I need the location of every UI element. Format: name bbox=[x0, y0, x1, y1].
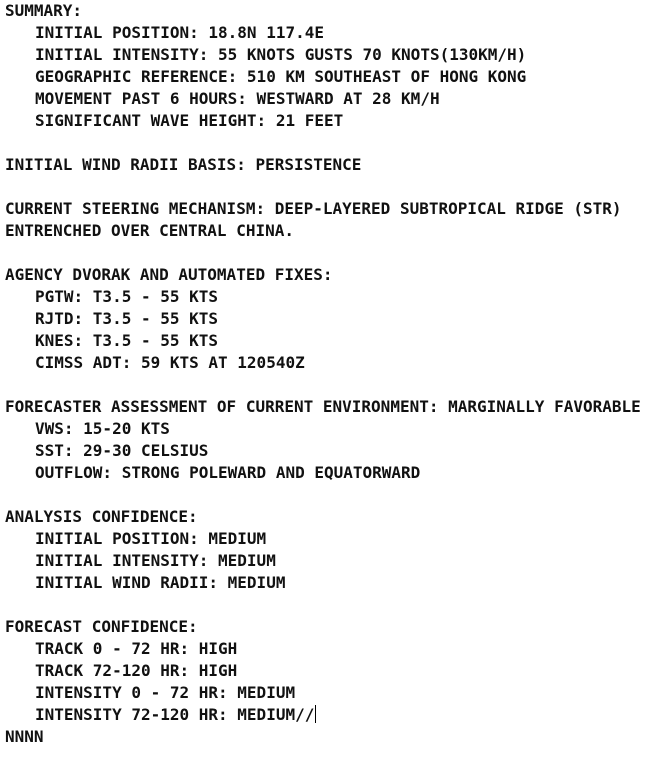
text-cursor bbox=[315, 705, 316, 723]
steering-line-2: ENTRENCHED OVER CENTRAL CHINA. bbox=[5, 221, 294, 240]
forecast-confidence-intensity-72-120[interactable]: INTENSITY 72-120 HR: MEDIUM// bbox=[35, 705, 315, 724]
summary-movement: MOVEMENT PAST 6 HOURS: WESTWARD AT 28 KM/H bbox=[35, 89, 440, 108]
environment-heading: FORECASTER ASSESSMENT OF CURRENT ENVIRONMENT: MARGINALLY FAVORABLE bbox=[5, 397, 641, 416]
environment-vws: VWS: 15-20 KTS bbox=[35, 419, 170, 438]
blank-line bbox=[5, 132, 665, 154]
summary-heading: SUMMARY: bbox=[5, 1, 83, 20]
summary-geographic-reference: GEOGRAPHIC REFERENCE: 510 KM SOUTHEAST OF HONG KONG bbox=[35, 67, 527, 86]
bulletin-document bbox=[5, 0, 665, 748]
forecast-confidence-track-0-72: TRACK 0 - 72 HR: HIGH bbox=[35, 639, 238, 658]
summary-wave-height: SIGNIFICANT WAVE HEIGHT: 21 FEET bbox=[35, 111, 344, 130]
analysis-confidence-wind-radii: INITIAL WIND RADII: MEDIUM bbox=[35, 573, 286, 592]
summary-initial-position: INITIAL POSITION: 18.8N 117.4E bbox=[35, 23, 324, 42]
fixes-heading: AGENCY DVORAK AND AUTOMATED FIXES: bbox=[5, 265, 333, 284]
forecast-confidence-intensity-0-72: INTENSITY 0 - 72 HR: MEDIUM bbox=[35, 683, 296, 702]
blank-line bbox=[5, 374, 665, 396]
blank-line bbox=[5, 484, 665, 506]
environment-outflow: OUTFLOW: STRONG POLEWARD AND EQUATORWARD bbox=[35, 463, 421, 482]
fix-item-rjtd: RJTD: T3.5 - 55 KTS bbox=[35, 309, 219, 328]
blank-line bbox=[5, 242, 665, 264]
wind-radii-basis: INITIAL WIND RADII BASIS: PERSISTENCE bbox=[5, 155, 362, 174]
summary-initial-intensity: INITIAL INTENSITY: 55 KNOTS GUSTS 70 KNOTS(130KM/H) bbox=[35, 45, 527, 64]
fix-item-pgtw: PGTW: T3.5 - 55 KTS bbox=[35, 287, 219, 306]
analysis-confidence-heading: ANALYSIS CONFIDENCE: bbox=[5, 507, 198, 526]
steering-line-1: CURRENT STEERING MECHANISM: DEEP-LAYERED SUBTROPICAL RIDGE (STR) bbox=[5, 199, 622, 218]
forecast-confidence-track-72-120: TRACK 72-120 HR: HIGH bbox=[35, 661, 238, 680]
forecast-confidence-heading: FORECAST CONFIDENCE: bbox=[5, 617, 198, 636]
end-marker: NNNN bbox=[5, 727, 44, 746]
fix-item-knes: KNES: T3.5 - 55 KTS bbox=[35, 331, 219, 350]
blank-line bbox=[5, 176, 665, 198]
analysis-confidence-position: INITIAL POSITION: MEDIUM bbox=[35, 529, 267, 548]
fix-item-cimss-adt: CIMSS ADT: 59 KTS AT 120540Z bbox=[35, 353, 305, 372]
blank-line bbox=[5, 594, 665, 616]
forecast-confidence-intensity-72-120-row[interactable] bbox=[5, 704, 665, 726]
environment-sst: SST: 29-30 CELSIUS bbox=[35, 441, 209, 460]
analysis-confidence-intensity: INITIAL INTENSITY: MEDIUM bbox=[35, 551, 276, 570]
